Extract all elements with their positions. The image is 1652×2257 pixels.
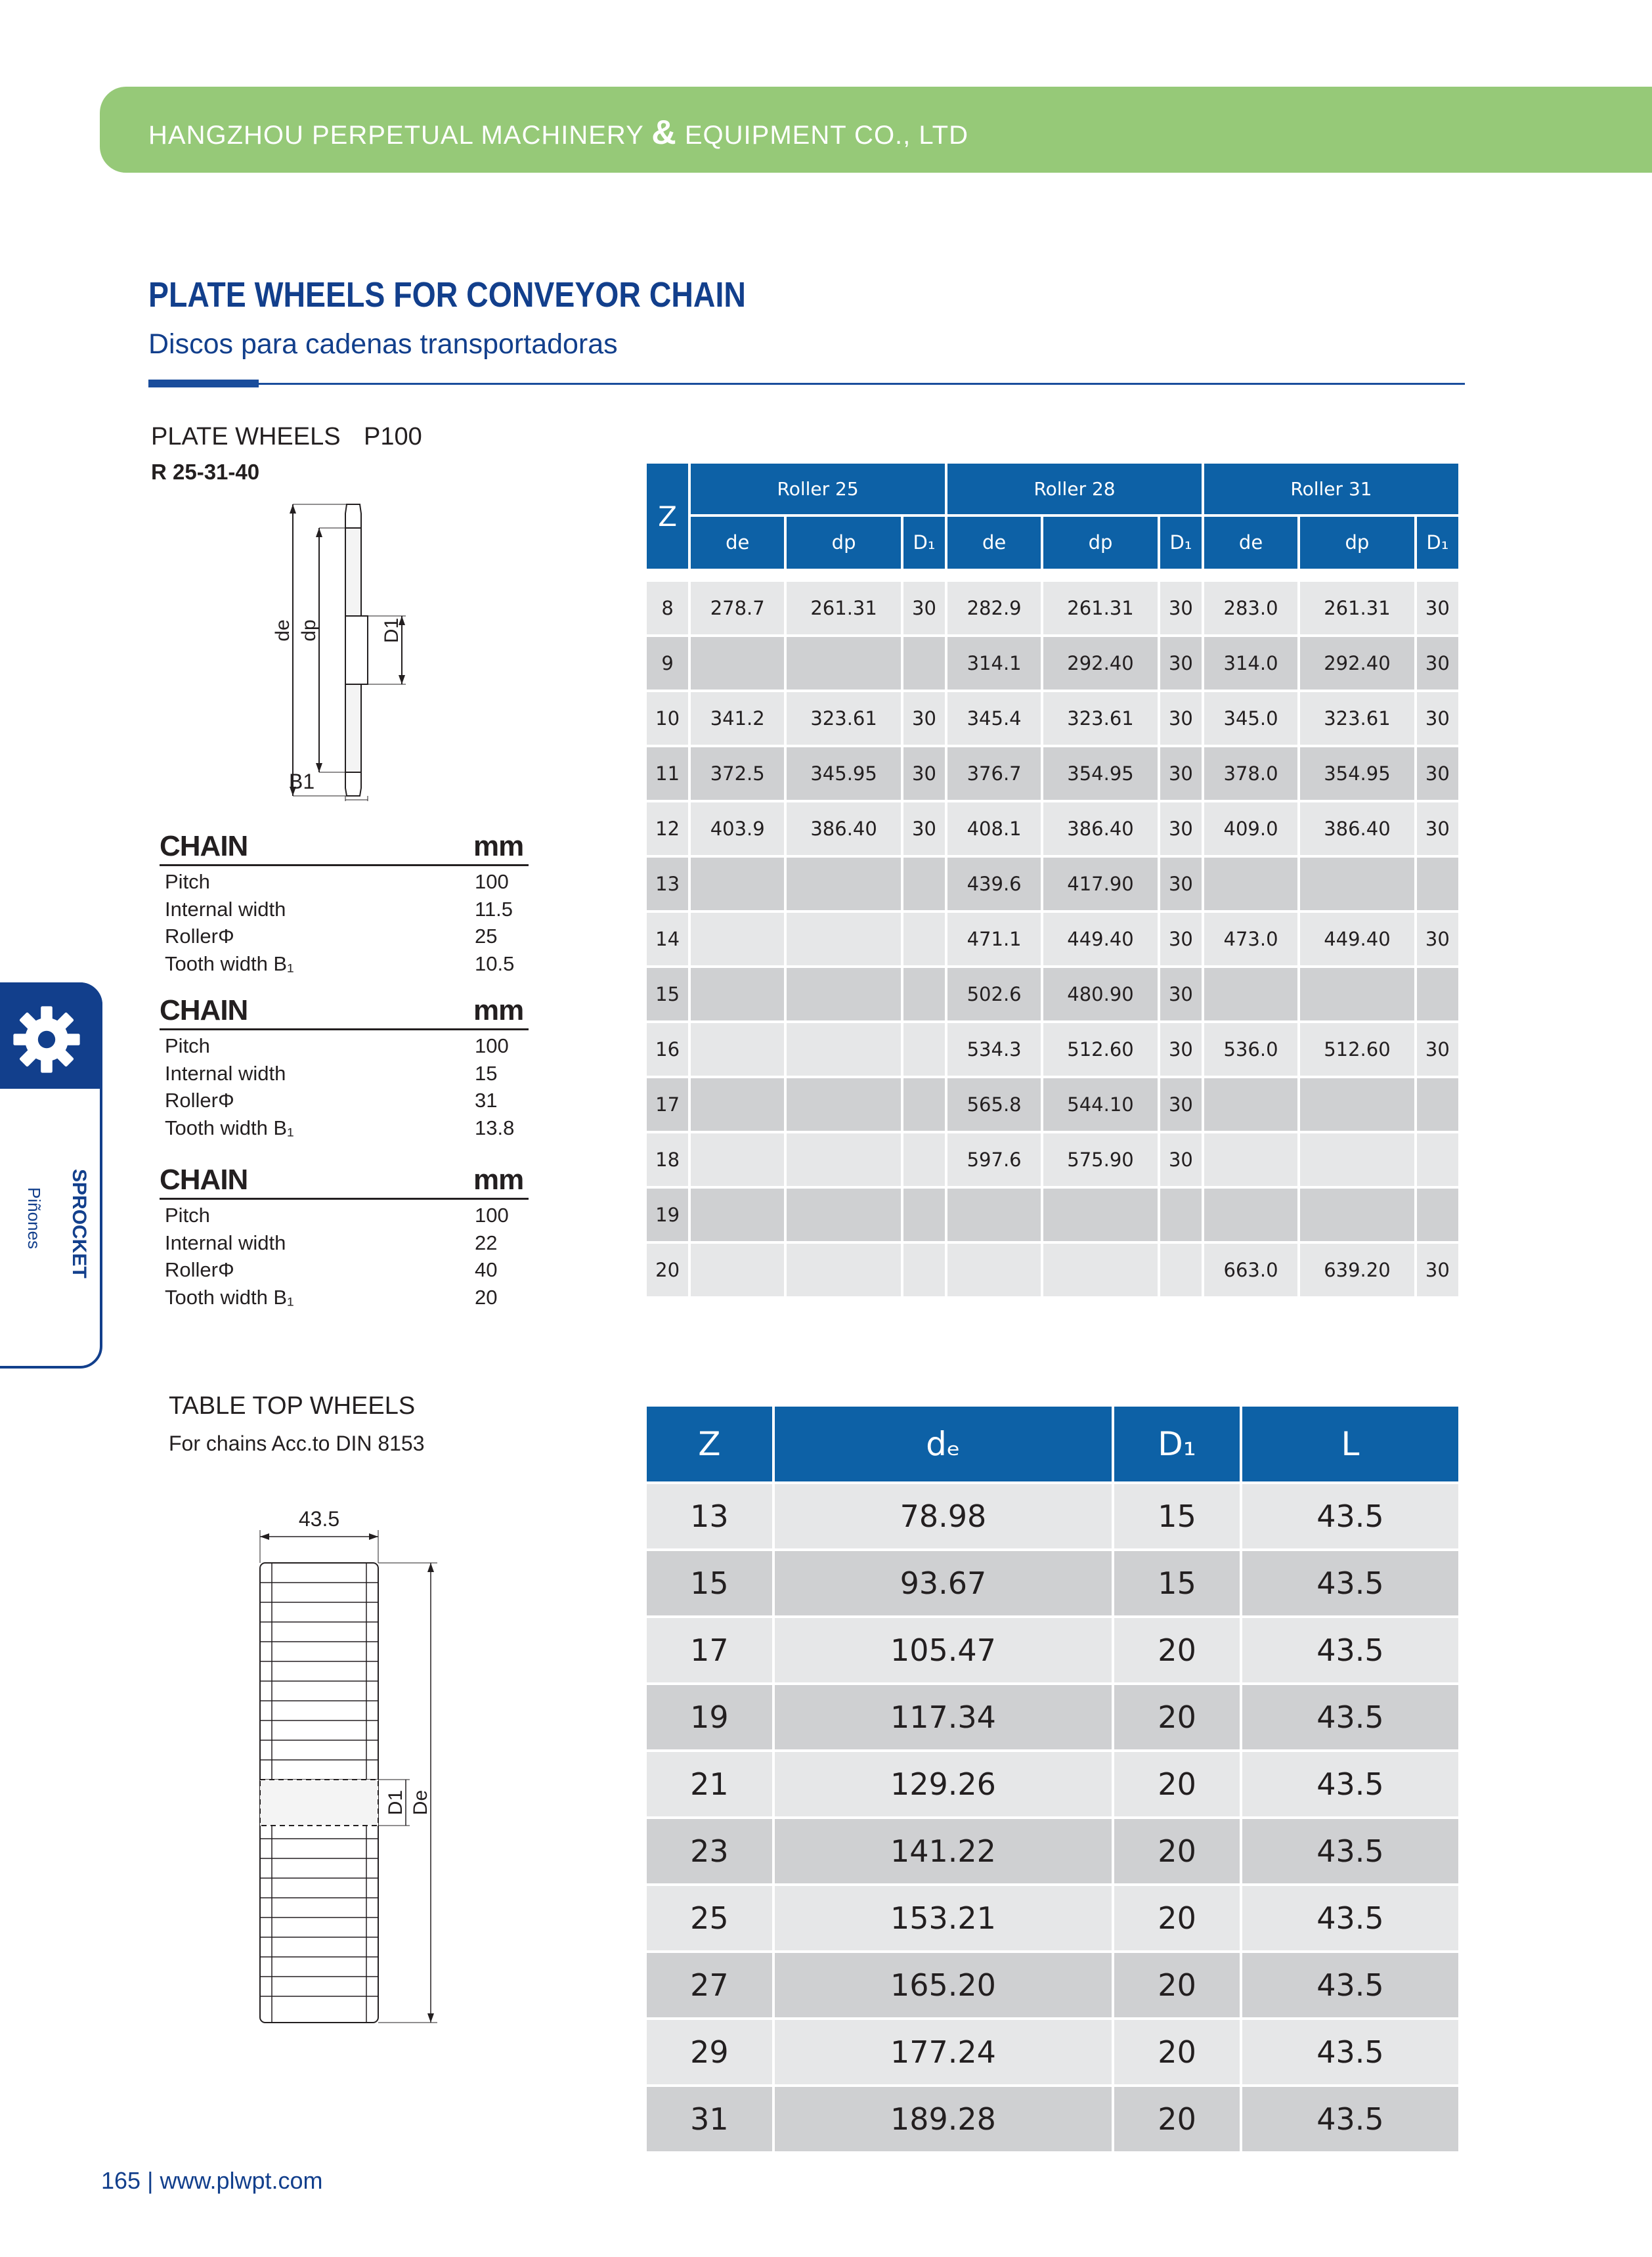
table-cell <box>1204 1189 1297 1241</box>
spec-row <box>160 921 529 948</box>
cell-z: 19 <box>647 1189 688 1241</box>
table-cell: 283.0 <box>1204 582 1297 634</box>
table-row <box>647 1685 1458 1749</box>
cell-z: 14 <box>647 913 688 965</box>
group-roller-31: Roller 31 <box>1204 464 1458 514</box>
cell-z: 31 <box>647 2087 772 2151</box>
table-cell <box>1300 968 1414 1020</box>
table-cell: 30 <box>903 747 945 800</box>
table-cell: 376.7 <box>947 747 1041 800</box>
table-cell <box>947 1244 1041 1296</box>
cell-z: 17 <box>647 1618 772 1682</box>
table-cell <box>903 1023 945 1076</box>
spec-key: Internal width <box>165 897 286 921</box>
table-subheader-row <box>647 517 1458 569</box>
table-cell: 345.0 <box>1204 692 1297 745</box>
table-cell: 30 <box>1160 1133 1202 1186</box>
table-cell: 544.10 <box>1043 1078 1158 1131</box>
table-top-subtitle: For chains Acc.to DIN 8153 <box>169 1432 425 1455</box>
footer <box>101 2167 323 2195</box>
table-cell: 261.31 <box>1043 582 1158 634</box>
cell-z: 25 <box>647 1886 772 1950</box>
footer-url[interactable]: www.plwpt.com <box>160 2167 323 2194</box>
table-cell: 439.6 <box>947 858 1041 910</box>
table-row <box>647 1953 1458 2017</box>
table-cell <box>1204 1133 1297 1186</box>
side-tab-label: SPROCKET <box>68 1169 90 1279</box>
table-cell: 43.5 <box>1242 2087 1458 2151</box>
table-cell: 282.9 <box>947 582 1041 634</box>
table-cell <box>1300 1189 1414 1241</box>
table-cell <box>787 1023 901 1076</box>
table-cell <box>903 858 945 910</box>
side-tab-label-es: Piñones <box>24 1187 44 1249</box>
spec-key: RollerΦ <box>165 925 234 948</box>
table-row <box>647 1244 1458 1296</box>
spec-value: 13.8 <box>475 1116 515 1139</box>
table-row <box>647 692 1458 745</box>
cell-z: 21 <box>647 1752 772 1816</box>
table-cell <box>1300 1078 1414 1131</box>
page-title: PLATE WHEELS FOR CONVEYOR CHAIN <box>148 275 746 315</box>
plate-wheels-table <box>644 461 1461 1299</box>
table-cell: 314.1 <box>947 637 1041 690</box>
spec-row <box>160 894 529 921</box>
table-cell: 30 <box>1417 1023 1458 1076</box>
label-d1: D1 <box>381 617 402 644</box>
table-row <box>647 582 1458 634</box>
table-cell: 189.28 <box>775 2087 1112 2151</box>
table-cell <box>787 637 901 690</box>
spec-key: Pitch <box>165 1034 210 1057</box>
label-width: 43.5 <box>298 1510 340 1531</box>
table-cell: 278.7 <box>691 582 784 634</box>
table-cell <box>1160 1244 1202 1296</box>
table-cell <box>1160 1189 1202 1241</box>
table-cell: 30 <box>903 582 945 634</box>
cell-z: 10 <box>647 692 688 745</box>
table-cell: 512.60 <box>1300 1023 1414 1076</box>
table-cell: 20 <box>1114 1953 1240 2017</box>
plate-wheels-rollers: R 25-31-40 <box>151 460 260 484</box>
spec-row <box>160 1227 529 1255</box>
plate-wheels-pitch: P100 <box>364 423 422 450</box>
table-row <box>647 1189 1458 1241</box>
table-row <box>647 2087 1458 2151</box>
table-cell: 141.22 <box>775 1819 1112 1883</box>
table-cell: 20 <box>1114 1752 1240 1816</box>
table-row <box>647 637 1458 690</box>
table-cell: 30 <box>1160 858 1202 910</box>
table-cell: 30 <box>1160 747 1202 800</box>
page-subtitle: Discos para cadenas transportadoras <box>148 328 618 360</box>
col-l: L <box>1242 1407 1458 1481</box>
table-cell: 292.40 <box>1300 637 1414 690</box>
table-cell: 93.67 <box>775 1551 1112 1615</box>
table-cell: 43.5 <box>1242 1484 1458 1548</box>
table-cell: 20 <box>1114 1819 1240 1883</box>
plate-table-body <box>647 571 1458 1296</box>
spec-value: 25 <box>475 925 498 948</box>
table-cell: 30 <box>1160 1078 1202 1131</box>
table-cell: 43.5 <box>1242 1953 1458 2017</box>
table-row <box>647 1886 1458 1950</box>
cell-z: 8 <box>647 582 688 634</box>
table-cell: 20 <box>1114 1618 1240 1682</box>
table-cell <box>1417 858 1458 910</box>
table-cell: 105.47 <box>775 1618 1112 1682</box>
table-cell: 30 <box>1160 802 1202 855</box>
spec-value: 100 <box>475 1034 509 1057</box>
table-cell: 575.90 <box>1043 1133 1158 1186</box>
cell-z: 13 <box>647 858 688 910</box>
spec-value: 20 <box>475 1285 498 1309</box>
chain-spec-unit: mm <box>473 994 524 1026</box>
table-cell: 30 <box>1417 582 1458 634</box>
table-cell: 30 <box>1160 913 1202 965</box>
table-cell <box>787 968 901 1020</box>
table-cell: 502.6 <box>947 968 1041 1020</box>
table-header-row <box>647 1407 1458 1481</box>
table-cell: 30 <box>1417 802 1458 855</box>
group-roller-28: Roller 28 <box>947 464 1202 514</box>
table-cell: 129.26 <box>775 1752 1112 1816</box>
label-b1: B1 <box>289 770 315 793</box>
company-name-part2: EQUIPMENT CO., LTD <box>684 121 968 150</box>
table-cell: 471.1 <box>947 913 1041 965</box>
table-row <box>647 1484 1458 1548</box>
table-cell: 386.40 <box>787 802 901 855</box>
table-cell: 20 <box>1114 2020 1240 2084</box>
plate-wheel-drawing <box>263 499 433 801</box>
table-cell: 473.0 <box>1204 913 1297 965</box>
table-cell: 663.0 <box>1204 1244 1297 1296</box>
table-cell: 30 <box>1160 637 1202 690</box>
cell-z: 29 <box>647 2020 772 2084</box>
label-de: de <box>272 619 293 642</box>
table-cell: 417.90 <box>1043 858 1158 910</box>
cell-z: 9 <box>647 637 688 690</box>
col-d1: D₁ <box>1417 517 1458 569</box>
spec-value: 15 <box>475 1061 498 1085</box>
table-cell <box>691 1078 784 1131</box>
table-row <box>647 1752 1458 1816</box>
spec-key: Tooth width B₁ <box>165 1285 294 1309</box>
table-cell <box>787 1078 901 1131</box>
page-number: 165 <box>101 2167 141 2194</box>
table-cell: 30 <box>1417 692 1458 745</box>
table-cell: 43.5 <box>1242 1551 1458 1615</box>
table-cell: 30 <box>1417 1244 1458 1296</box>
chain-spec-title: CHAIN <box>160 1164 248 1196</box>
table-cell <box>903 637 945 690</box>
table-cell: 314.0 <box>1204 637 1297 690</box>
table-cell: 15 <box>1114 1484 1240 1548</box>
table-cell: 409.0 <box>1204 802 1297 855</box>
table-cell: 449.40 <box>1043 913 1158 965</box>
table-cell: 354.95 <box>1043 747 1158 800</box>
cell-z: 15 <box>647 968 688 1020</box>
table-cell: 323.61 <box>787 692 901 745</box>
table-row <box>647 858 1458 910</box>
table-cell <box>1417 1189 1458 1241</box>
table-cell <box>691 858 784 910</box>
table-cell <box>1204 858 1297 910</box>
spec-row <box>160 866 529 894</box>
label-d1: D1 <box>385 1789 406 1816</box>
spec-key: Tooth width B₁ <box>165 1116 294 1139</box>
table-cell <box>1204 968 1297 1020</box>
table-cell: 30 <box>1160 968 1202 1020</box>
table-cell: 354.95 <box>1300 747 1414 800</box>
table-top-label: TABLE TOP WHEELS <box>169 1392 416 1420</box>
col-d1: D₁ <box>1114 1407 1240 1481</box>
table-top-wheels-table <box>644 1404 1461 2154</box>
col-de: de <box>947 517 1041 569</box>
col-z: Z <box>647 464 688 569</box>
table-cell <box>787 1133 901 1186</box>
table-cell <box>903 968 945 1020</box>
table-cell: 43.5 <box>1242 1618 1458 1682</box>
table-cell <box>691 913 784 965</box>
table-cell: 449.40 <box>1300 913 1414 965</box>
chain-spec-roller-31 <box>160 993 529 1139</box>
table-cell <box>903 1244 945 1296</box>
table-row <box>647 1023 1458 1076</box>
title-divider <box>148 383 1465 385</box>
chain-spec-header <box>160 829 529 866</box>
table-cell <box>1417 968 1458 1020</box>
table-cell: 639.20 <box>1300 1244 1414 1296</box>
label-dp: dp <box>298 619 320 642</box>
table-cell <box>691 1189 784 1241</box>
spec-value: 11.5 <box>475 897 513 921</box>
spec-row <box>160 1200 529 1227</box>
table-cell: 386.40 <box>1300 802 1414 855</box>
table-header-row <box>647 464 1458 514</box>
table-cell: 323.61 <box>1300 692 1414 745</box>
table-cell: 20 <box>1114 1685 1240 1749</box>
col-dp: dp <box>787 517 901 569</box>
plate-wheels-label: PLATE WHEELS <box>151 423 341 450</box>
col-z: Z <box>647 1407 772 1481</box>
table-cell: 345.4 <box>947 692 1041 745</box>
chain-spec-unit: mm <box>473 830 524 862</box>
table-cell: 78.98 <box>775 1484 1112 1548</box>
table-cell: 534.3 <box>947 1023 1041 1076</box>
col-d1: D₁ <box>1160 517 1202 569</box>
table-cell: 403.9 <box>691 802 784 855</box>
table-cell: 536.0 <box>1204 1023 1297 1076</box>
spec-key: Internal width <box>165 1231 286 1254</box>
table-cell <box>691 637 784 690</box>
table-cell <box>787 1244 901 1296</box>
table-row <box>647 913 1458 965</box>
col-de: de <box>691 517 784 569</box>
table-cell: 30 <box>1417 913 1458 965</box>
chain-spec-title: CHAIN <box>160 994 248 1026</box>
table-cell <box>1417 1133 1458 1186</box>
table-cell <box>787 858 901 910</box>
spec-row <box>160 1112 529 1140</box>
table-cell: 408.1 <box>947 802 1041 855</box>
table-row <box>647 1618 1458 1682</box>
company-name <box>148 113 968 152</box>
table-cell: 43.5 <box>1242 2020 1458 2084</box>
spec-value: 40 <box>475 1258 498 1281</box>
table-top-body <box>647 1484 1458 2151</box>
chain-spec-header <box>160 993 529 1030</box>
table-cell: 480.90 <box>1043 968 1158 1020</box>
cell-z: 11 <box>647 747 688 800</box>
spec-key: Pitch <box>165 870 210 893</box>
table-row <box>647 747 1458 800</box>
table-cell: 30 <box>903 692 945 745</box>
group-roller-25: Roller 25 <box>691 464 945 514</box>
col-dp: dp <box>1300 517 1414 569</box>
table-cell <box>787 1189 901 1241</box>
table-cell: 261.31 <box>1300 582 1414 634</box>
table-cell: 43.5 <box>1242 1752 1458 1816</box>
table-cell: 30 <box>903 802 945 855</box>
table-cell: 30 <box>1417 637 1458 690</box>
spec-row <box>160 1282 529 1309</box>
cell-z: 18 <box>647 1133 688 1186</box>
spec-row <box>160 1058 529 1085</box>
table-cell: 372.5 <box>691 747 784 800</box>
col-de: dₑ <box>775 1407 1112 1481</box>
table-cell <box>691 1133 784 1186</box>
table-row <box>647 1819 1458 1883</box>
spec-row <box>160 1030 529 1058</box>
footer-separator: | <box>147 2167 154 2194</box>
table-cell: 20 <box>1114 1886 1240 1950</box>
title-divider-accent <box>148 380 259 387</box>
cell-z: 12 <box>647 802 688 855</box>
table-cell: 341.2 <box>691 692 784 745</box>
table-cell <box>1417 1078 1458 1131</box>
table-cell: 20 <box>1114 2087 1240 2151</box>
table-cell: 597.6 <box>947 1133 1041 1186</box>
table-cell: 165.20 <box>775 1953 1112 2017</box>
table-cell: 177.24 <box>775 2020 1112 2084</box>
label-de: De <box>410 1789 431 1816</box>
table-cell <box>1300 858 1414 910</box>
chain-spec-title: CHAIN <box>160 830 248 862</box>
spec-key: RollerΦ <box>165 1089 234 1112</box>
table-top-wheel-drawing <box>234 1510 457 2036</box>
table-cell: 30 <box>1417 747 1458 800</box>
table-row <box>647 1133 1458 1186</box>
table-row <box>647 968 1458 1020</box>
table-cell <box>903 1078 945 1131</box>
spec-value: 10.5 <box>475 952 515 975</box>
table-cell <box>1043 1244 1158 1296</box>
table-cell <box>691 968 784 1020</box>
table-cell: 386.40 <box>1043 802 1158 855</box>
col-dp: dp <box>1043 517 1158 569</box>
table-cell: 43.5 <box>1242 1819 1458 1883</box>
cell-z: 13 <box>647 1484 772 1548</box>
table-row <box>647 802 1458 855</box>
company-name-part1: HANGZHOU PERPETUAL MACHINERY <box>148 121 644 150</box>
cell-z: 17 <box>647 1078 688 1131</box>
table-cell <box>947 1189 1041 1241</box>
table-cell: 15 <box>1114 1551 1240 1615</box>
table-cell <box>1204 1078 1297 1131</box>
chain-spec-roller-25 <box>160 829 529 975</box>
table-cell: 153.21 <box>775 1886 1112 1950</box>
spec-key: RollerΦ <box>165 1258 234 1281</box>
spec-row <box>160 1085 529 1112</box>
spec-key: Pitch <box>165 1204 210 1227</box>
table-cell: 323.61 <box>1043 692 1158 745</box>
spec-value: 22 <box>475 1231 498 1254</box>
spec-value: 100 <box>475 870 509 893</box>
table-cell <box>903 1189 945 1241</box>
spec-value: 100 <box>475 1204 509 1227</box>
gear-icon <box>11 1003 83 1076</box>
table-cell <box>1043 1189 1158 1241</box>
table-cell: 117.34 <box>775 1685 1112 1749</box>
table-cell: 30 <box>1160 582 1202 634</box>
table-cell: 30 <box>1160 1023 1202 1076</box>
table-cell: 261.31 <box>787 582 901 634</box>
cell-z: 19 <box>647 1685 772 1749</box>
table-row <box>647 2020 1458 2084</box>
spec-row <box>160 1254 529 1282</box>
table-cell: 43.5 <box>1242 1685 1458 1749</box>
table-cell <box>903 1133 945 1186</box>
table-cell: 512.60 <box>1043 1023 1158 1076</box>
chain-spec-roller-40 <box>160 1162 529 1309</box>
cell-z: 23 <box>647 1819 772 1883</box>
table-row <box>647 1078 1458 1131</box>
cell-z: 20 <box>647 1244 688 1296</box>
col-d1: D₁ <box>903 517 945 569</box>
table-cell: 292.40 <box>1043 637 1158 690</box>
table-cell <box>787 913 901 965</box>
cell-z: 16 <box>647 1023 688 1076</box>
spec-value: 31 <box>475 1089 498 1112</box>
chain-spec-unit: mm <box>473 1164 524 1196</box>
table-cell <box>903 913 945 965</box>
spec-key: Tooth width B₁ <box>165 952 294 975</box>
table-cell: 565.8 <box>947 1078 1041 1131</box>
table-cell: 378.0 <box>1204 747 1297 800</box>
chain-spec-header <box>160 1162 529 1200</box>
table-cell: 30 <box>1160 692 1202 745</box>
col-de: de <box>1204 517 1297 569</box>
spec-row <box>160 948 529 976</box>
spec-key: Internal width <box>165 1061 286 1085</box>
cell-z: 15 <box>647 1551 772 1615</box>
table-row <box>647 1551 1458 1615</box>
table-cell: 43.5 <box>1242 1886 1458 1950</box>
cell-z: 27 <box>647 1953 772 2017</box>
company-name-ampersand: & <box>651 114 677 152</box>
table-cell <box>691 1023 784 1076</box>
table-cell <box>1300 1133 1414 1186</box>
table-cell: 345.95 <box>787 747 901 800</box>
table-cell <box>691 1244 784 1296</box>
